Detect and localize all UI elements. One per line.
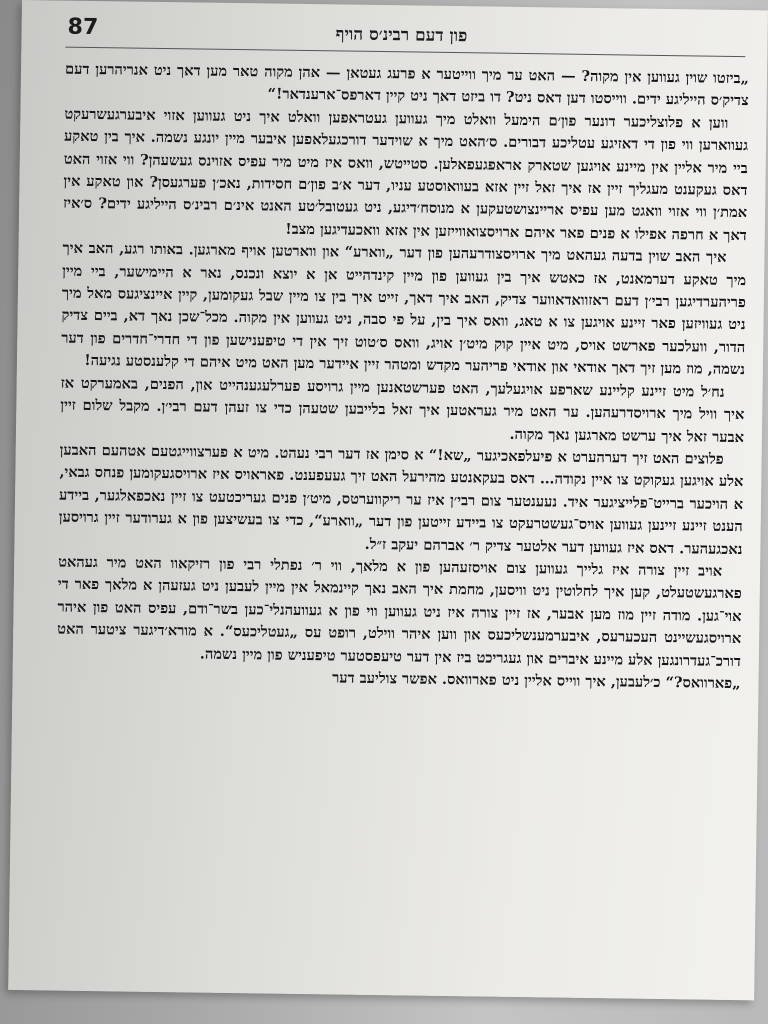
- paragraph: נח׳ל מיט זיינע קליינע שארפע אויגעלעך, האט פערשטאנען מיין גרויסע פערלעגענהייט און, הפנים, באמערקט אז איך וויל מיך ארויסדרעהען. ער האט מיר געראטען איך זאל בלייבען שטעהן כדי צו זעהן דעם רבי׳ן. מקבל שלום זיין אבער זאל איך ערשט מארגען נאך מקוה.: [60, 374, 745, 446]
- paragraph: אויב זיין צורה איז גלייך געווען צום אויסזעהען פון א מלאך, ווי ר׳ נפתלי רבי פון רזיקאוו האט מיר געהאט פארגעשטעלט, קען איך לחלוטין ניט וויסען, מחמת איך האב נאך קיינמאל אין מיין לעבען ניט געזעהן א מלאך פאר די אוי־גען. מודה זיין מוז מען אבער, אז זיין צורה איז ניט געווען ווי פון א געוועהנלי־כען בשר־ודם, עפיס האט פון איהר ארויסגעשיינט העכערעס, איבערמענשליכעס און ווען איהר ווילט, רופט עס „געטליכעס“. א מורא׳דיגער ציטער האט דורכ־געדרונגען אלע מיינע איברים און געגריכט ביז אין דער טיעפסטער טיפעניש פון מיין נשמה.: [57, 553, 742, 670]
- body-text: [56, 59, 749, 696]
- book-page: [8, 0, 768, 1000]
- page-number: 87: [67, 14, 99, 41]
- paragraph: „ביזטו שוין געווען אין מקוה? — האט ער מיך ווייטער א פרעג געטאן — אהן מקוה טאר מען דאך ניט אנריהרען דעם צדיק׳ס הייליגע ידים. ווייסטו דען דאס ניט? דו ביזט דאך ניט קיין דארפס־ארענדאר!“: [64, 60, 750, 110]
- running-header: פון דעם רבינ׳ס הויף: [335, 24, 468, 47]
- paragraph: „פארוואס?“ כ׳לעבען, איך ווייס אליין ניט פארוואס. אפשר צוליעב דער: [332, 669, 741, 693]
- paragraph: איך האב שוין בדעה געהאט מיך ארויסצודרעהען פון דער „ווארע“ און ווארטען אויף מארגען. באותו רגע, האב איך מיך טאקע דערמאנט, אז כאטש איך בין געווען פון מיין קינדהייט אן א יוצא ונכנס, נאר א היימישער, ביי מיין פריהערדיגען רבי׳ן דעם ראזוואדאווער צדיק, האב איך דאך, זייט איך בין צו מיין שבל געקומען, קיין איינציגעס מאל מיך ניט געוויזען פאר זיינע אויגען צו א טאג, וואס איך בין, על פי סבה, ניט געווען אין מקוה. מכל־שכן נאך דא, ביים צדיק הדור, וועלכער פארשט אויס, מיט איין קוק מיט׳ן אויג, וואס ס׳טוט זיך אין די טיפענישען פון די חדרי־חדרים פון דער נשמה, מוז מען זיך דאך אודאי און אודאי פריהער מקדש ומטהר זיין איידער מען האט מיט איהם די קלענסטע נגיעה!: [61, 239, 747, 379]
- paragraph: פלוצים האט זיך דערהערט א פיעלפאכיגער „שא!“ א סימן אז דער רבי נעהט. מיט א פערצווייגטעם אטהעם האבען אלע אויגען געקוקט צו איין נקודה… דאס בעקאנטע מהירעל האט זיך געעפענט. פאראויס איז ארויסגעקומען פנחס גבאי, א הויכער ברייט־פלייציגער איד. נעענטער צום רבי׳ן איז ער ריקווערטס, מיט׳ן פנים געריכטעט צו זיין נאכפאלגער, ביידע הענט זיינע זיינען געווען אויס־געשטרעקט צו ביידע זייטען פון דער „ווארע“, כדי צו בעשיצען פון א גערודער זיין גרויסען נאכגעהער. דאס איז געווען דער אלטער צדיק ר׳ אברהם יעקב ז״ל.: [58, 441, 744, 558]
- header-rule: [65, 47, 745, 57]
- paragraph: ווען א פלוצליכער דונער פון׳ם הימעל וואלט מיך געווען געטראפען וואלט איך ניט געווען אזוי איבערגעשרעקט געווארען ווי פון די דאזיגע עטליכע דבורים. ס׳האט מיך א שוידער דורכגעלאפען איבער מיין יונגע נשמה. איך בין טאקע ביי מיר אליין אין מיינע אויגען שטארק אראפגעפאלען. סטייטש, וואס איז מיט מיר עפיס אזוינס געשעהן? ווי אזוי האט דאס געקענט מעגליך זיין אז איך זאל זיין אזא בעוואוסטע עניו, דער א׳ב פון׳ם חסידות, נאכ׳ן פערגעסן? און טאקע אין אמת׳ן ווי אזוי וואגט מען עפיס אריינצושטעקען א מנוסח׳דיגע, ניט געטובל׳טע האנט אינ׳ם רבינ׳ס הייליגע ידים? ס׳איז דאך א חרפה אפילו א פנים פאר איהם ארויסצואווייזען אין אזא וואכעדיגען מצב!: [63, 105, 749, 244]
